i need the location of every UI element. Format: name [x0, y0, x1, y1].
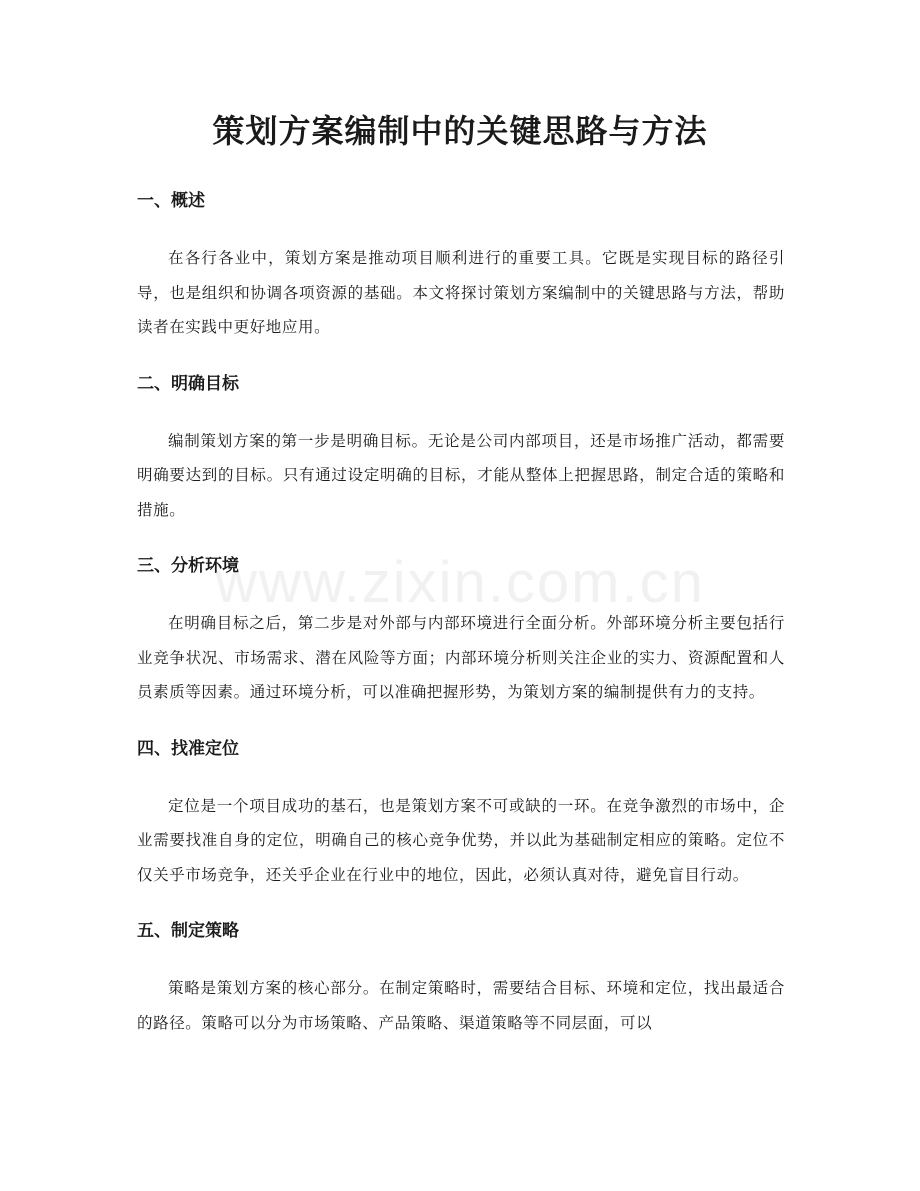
section-positioning [137, 728, 785, 893]
section-heading: 三、分析环境 [137, 556, 239, 576]
section-strategy [137, 910, 785, 1040]
section-paragraph: 策略是策划方案的核心部分。在制定策略时，需要结合目标、环境和定位，找出最适合的路径。策略可以分为市场策略、产品策略、渠道策略等不同层面，可以 [137, 979, 785, 1032]
section-paragraph: 定位是一个项目成功的基石，也是策划方案不可或缺的一环。在竞争激烈的市场中，企业需要找准自身的定位，明确自己的核心竞争优势，并以此为基础制定相应的策略。定位不仅关乎市场竞争，还关乎企业在行业中的地位，因此，必须认真对待，避免盲目行动。 [137, 796, 785, 884]
section-heading: 五、制定策略 [137, 921, 239, 941]
section-overview [137, 180, 785, 345]
section-paragraph: 在各行各业中，策划方案是推动项目顺利进行的重要工具。它既是实现目标的路径引导，也是组织和协调各项资源的基础。本文将探讨策划方案编制中的关键思路与方法，帮助读者在实践中更好地应用。 [137, 249, 785, 336]
section-paragraph: 在明确目标之后，第二步是对外部与内部环境进行全面分析。外部环境分析主要包括行业竞争状况、市场需求、潜在风险等方面；内部环境分析则关注企业的实力、资源配置和人员素质等因素。通过环境分析，可以准确把握形势，为策划方案的编制提供有力的支持。 [137, 614, 785, 701]
watermark: www.zixin.com.cn [215, 550, 705, 615]
section-define-goals [137, 363, 785, 528]
section-analyze-environment [137, 545, 785, 710]
page-title: 策划方案编制中的关键思路与方法 [212, 112, 708, 150]
section-paragraph: 编制策划方案的第一步是明确目标。无论是公司内部项目，还是市场推广活动，都需要明确要达到的目标。只有通过设定明确的目标，才能从整体上把握思路，制定合适的策略和措施。 [137, 431, 785, 519]
document-body [137, 180, 785, 1058]
section-heading: 四、找准定位 [137, 738, 239, 759]
section-heading: 一、概述 [137, 191, 205, 211]
section-heading: 二、明确目标 [137, 373, 239, 394]
